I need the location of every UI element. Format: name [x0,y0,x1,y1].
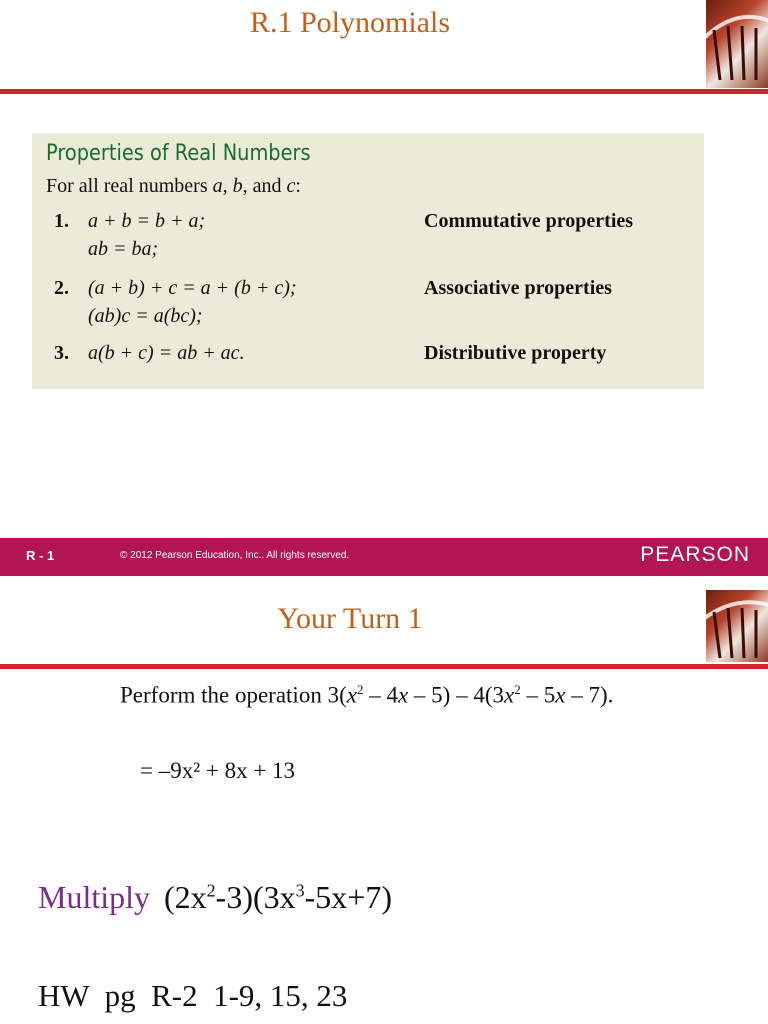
property-name: Commutative properties [424,210,634,232]
property-number: 2. [54,277,69,299]
property-equation: ab = ba; [88,238,159,260]
corner-photo [706,590,768,662]
property-equation: a(b + c) = ab + ac. [88,342,245,364]
properties-box [32,133,704,389]
properties-intro: For all real numbers a, b, and c: [46,175,301,197]
property-number: 3. [54,342,69,364]
property-number: 1. [54,210,69,232]
answer: = –9x² + 8x + 13 [140,758,296,783]
title-rule [0,89,768,94]
slide-2 [0,576,768,1024]
title-rule [0,664,768,669]
properties-heading: Properties of Real Numbers [46,141,311,166]
brand-logo: PEARSON [640,543,750,566]
property-name: Associative properties [424,277,612,299]
property-equation: (a + b) + c = a + (b + c); [88,277,297,299]
multiply-problem: Multiply $(2x^2-3)(3x^3-5x+7)$ [38,879,392,915]
copyright: © 2012 Pearson Education, Inc.. All rights reserved. [120,550,350,561]
multiply-label: Multiply [38,879,151,915]
problem-statement: Perform the operation $3(x^2 - 4x - 5) - 4(3x^2 - 5x - 7)$. [120,682,614,708]
property-equation: a + b = b + a; [88,210,206,232]
slide-title: R.1 Polynomials [249,6,451,39]
property-name: Distributive property [424,342,607,364]
property-equation: (ab)c = a(bc); [88,305,203,327]
corner-photo [706,0,768,88]
slide-number: R - 1 [26,548,55,563]
slide-footer [0,538,768,576]
slide-title: Your Turn 1 [277,602,423,635]
homework: HW pg R-2 1-9, 15, 23 [38,978,348,1013]
